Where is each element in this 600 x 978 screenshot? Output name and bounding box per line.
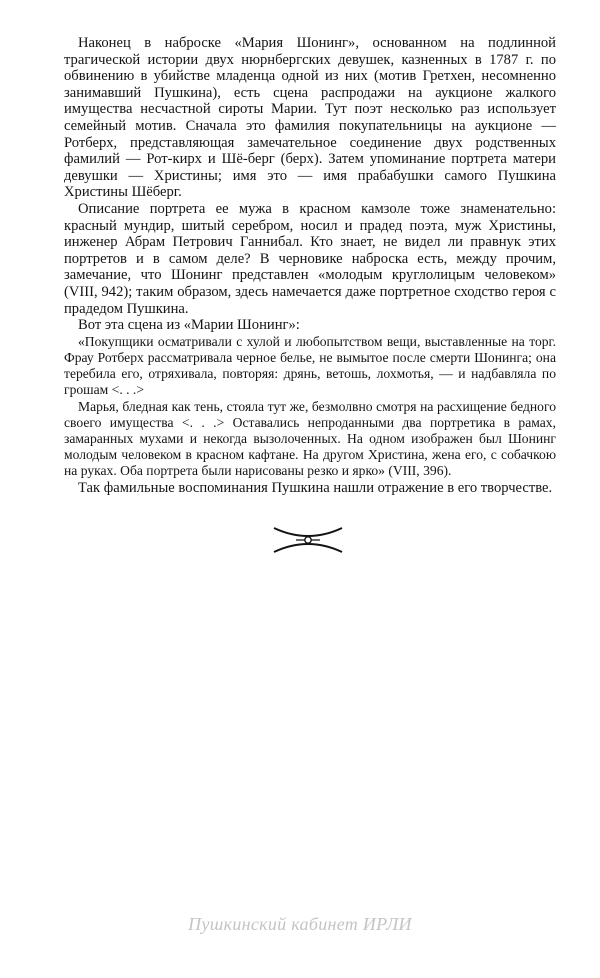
quote-paragraph-auction: «Покупщики осматривали с хулой и любопытством вещи, выставленные на торг. Фрау Ротберх рассматривала черное белье, не вымытое после смерти Шонинга; она теребила его, отряхивала, повторяя: дрянь, ветошь, лохмотья, — и надбавляла по грошам <. . .>	[64, 333, 556, 398]
paragraph-portrait-description: Описание портрета ее мужа в красном камзоле тоже знаменательно: красный мундир, шитый серебром, носил и прадед поэта, муж Христины, инженер Абрам Петрович Ганнибал. Кто знает, не видел ли правнук этих портретов и в самом деле? В черновике наброска есть, между прочим, замечание, что Шонинг представлен «молодым круглолицым человеком» (VIII, 942); таким образом, здесь намечается даже портретное сходство героя с прадедом Пушкина.	[64, 200, 556, 317]
paragraph-conclusion: Так фамильные воспоминания Пушкина нашли отражение в его творчестве.	[78, 479, 553, 496]
watermark-footer: Пушкинский кабинет ИРЛИ	[188, 914, 412, 934]
paragraph-intro: Наконец в наброске «Мария Шонинг», основанном на подлинной трагической истории двух нюрнбергских девушек, казненных в 1787 г. по обвинению в убийстве младенца одной из них (мотив Гретхен, несомненно занимавший Пушкина), есть сцена распродажи на аукционе жалкого имущества несчастной сироты Марии. Тут поэт несколько раз использует семейный мотив. Сначала это фамилия покупательницы на аукционе — Ротберх, представляющая замечательное соединение двух родственных фамилий — Рот-кирх и Шё-берг (берх). Затем упоминание портрета матери девушки — Христины; имя это — имя прабабушки самого Пушкина Христины Шёберг.	[64, 35, 556, 201]
quote-paragraph-portraits: Марья, бледная как тень, стояла тут же, безмолвно смотря на расхищение бедного своего имущества <. . .> Оставались непроданными два портретика в рамах, замаранных мухами и некогда вызолоченных. На одном изображен был Шонинг молодым человеком в красном кафтане. На другом Христина, жена его, с собачкою на руках. Оба портрета были нарисованы резко и ярко» (VIII, 396).	[64, 398, 556, 479]
vignette-ornament-icon	[270, 522, 346, 558]
paragraph-scene-intro: Вот эта сцена из «Марии Шонинг»:	[78, 317, 300, 334]
main-text	[64, 35, 556, 496]
